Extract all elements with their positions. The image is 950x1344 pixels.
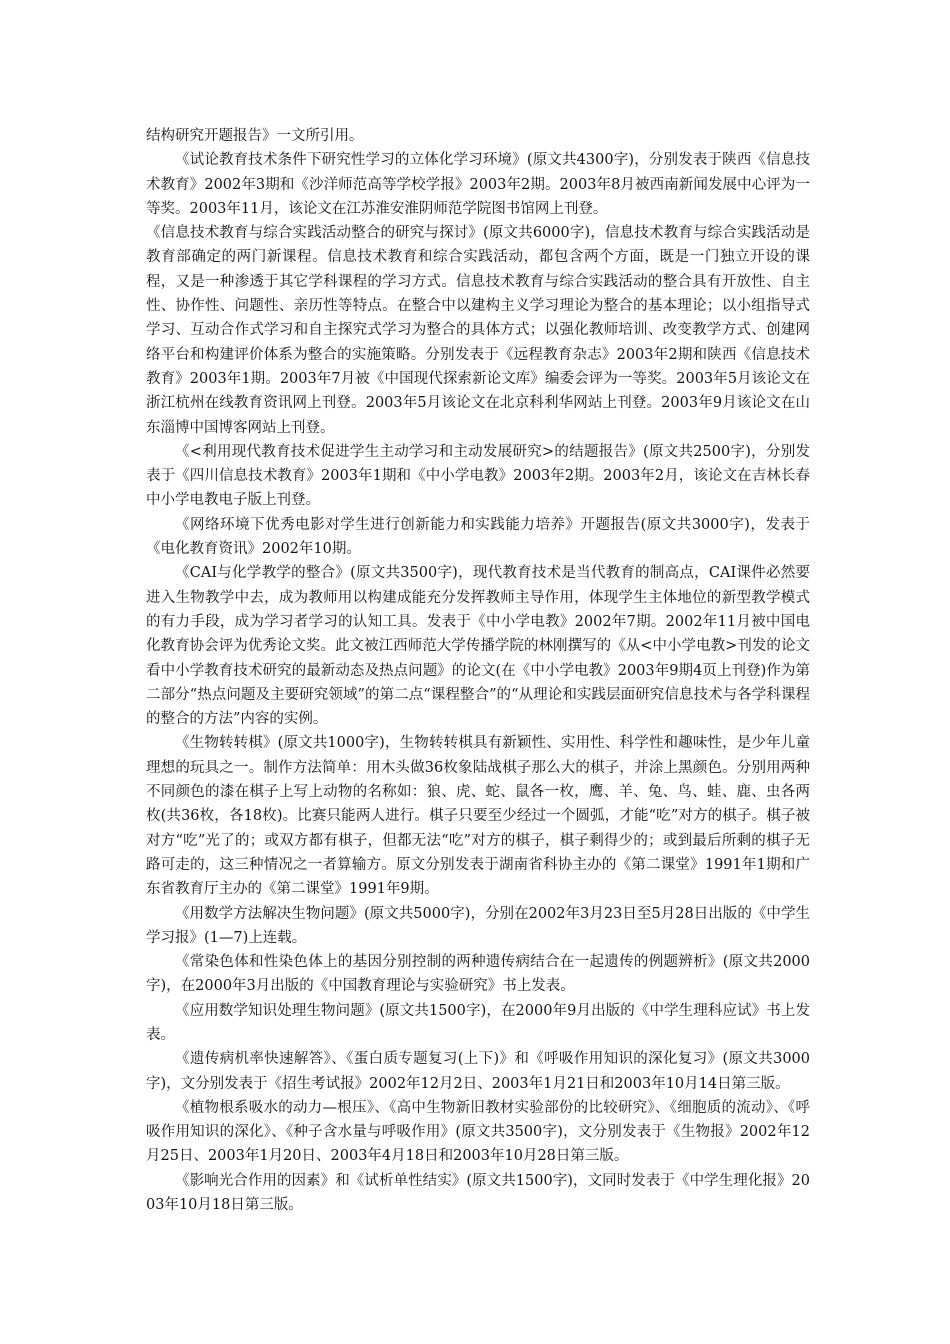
paragraph-citation-tail: 结构研究开题报告》一文所引用。 bbox=[146, 128, 364, 144]
paragraph-biology-chess: 《生物转转棋》(原文共1000字)，生物转转棋具有新颖性、实用性、科学性和趣味性，是少年儿童理想的玩具之一。制作方法简单：用木头做36枚象陆战棋子那么大的棋子，并涂上黑颜色。分别用两种不同颜色的漆在棋子上写上动物的名称如：狼、虎、蛇、鼠各一枚，鹰、羊、兔、鸟、蛙、鹿、虫各两枚(共36枚，各18枚)。比赛只能两人进行。棋子只要至少经过一个圆弧，才能“吃”对方的棋子。棋子被对方“吃”光了的；或双方都有棋子，但都无法“吃”对方的棋子，棋子剩得少的；或到最后所剩的棋子无路可走的，这三种情况之一者算输方。原文分别发表于湖南省科协主办的《第二课堂》1991年1期和广东省教育厅主办的《第二课堂》1991年9期。 bbox=[146, 735, 810, 898]
paragraph-network-film-report: 《网络环境下优秀电影对学生进行创新能力和实践能力培养》开题报告(原文共3000字)，发表于《电化教育资讯》2002年10期。 bbox=[146, 516, 810, 558]
paragraph-math-biology: 《用数学方法解决生物问题》(原文共5000字)，分别在2002年3月23日至5月28日出版的《中学生学习报》(1—7)上连载。 bbox=[146, 905, 810, 946]
paragraph-photosynthesis-factors: 《影响光合作用的因素》和《试析单性结实》(原文共1500字)，文同时发表于《中学生理化报》2003年10月18日第三版。 bbox=[146, 1172, 810, 1214]
paragraph-applied-math-biology: 《应用数学知识处理生物问题》(原文共1500字)，在2000年9月出版的《中学生理科应试》书上发表。 bbox=[146, 1002, 810, 1043]
paragraph-cai-chemistry: 《CAI与化学教学的整合》(原文共3500字)，现代教育技术是当代教育的制高点，CAI课件必然要进入生物教学中去，成为教师用以构建成能充分发挥教师主导作用，体现学生主体地位的新型教学模式的有力手段，成为学习者学习的认知工具。发表于《中小学电教》2002年7期。2002年11月被中国电化教育协会评为优秀论文奖。此文被江西师范大学传播学院的林刚撰写的《从<中小学电教>刊发的论文看中小学教育技术研究的最新动态及热点问题》的论文(在《中小学电教》2003年9期4页上刊登)作为第二部分“热点问题及主要研究领域”的第二点“课程整合”的“从理论和实践层面研究信息技术与各学科课程的整合的方法”内容的实例。 bbox=[146, 565, 810, 728]
paragraph-it-education-integration: 《信息技术教育与综合实践活动整合的研究与探讨》(原文共6000字)，信息技术教育与综合实践活动是教育部确定的两门新课程。信息技术教育和综合实践活动，都包含两个方面，既是一门独立开设的课程，又是一种渗透于其它学科课程的学习方式。信息技术教育与综合实践活动的整合具有开放性、自主性、协作性、问题性、亲历性等特点。在整合中以建构主义学习理论为整合的基本理论；以小组指导式学习、互动合作式学习和自主探究式学习为整合的具体方式；以强化教师培训、改变教学方式、创建网络平台和构建评价体系为整合的实施策略。分别发表于《远程教育杂志》2003年2期和陕西《信息技术教育》2003年1期。2003年7月被《中国现代探索新论文库》编委会评为一等奖。2003年5月该论文在浙江杭州在线教育资讯网上刊登。2003年5月该论文在北京科利华网站上刊登。2003年9月该论文在山东淄博中国博客网站上刊登。 bbox=[146, 225, 810, 436]
paragraph-genetic-disease-example: 《常染色体和性染色体上的基因分别控制的两种遗传病结合在一起遗传的例题辨析》(原文共2000字)，在2000年3月出版的《中国教育理论与实验研究》书上发表。 bbox=[146, 954, 810, 995]
paragraph-plant-root-pressure: 《植物根系吸水的动力—根压》、《高中生物新旧教材实验部份的比较研究》、《细胞质的流动》、《呼吸作用知识的深化》、《种子含水量与呼吸作用》(原文共3500字)，文分别发表于《生物报》2002年12月25日、2003年1月20日、2003年4月18日和2003年10月28日第三版。 bbox=[146, 1099, 810, 1165]
paragraph-active-learning-report: 《<利用现代教育技术促进学生主动学习和主动发展研究>的结题报告》(原文共2500字)，分别发表于《四川信息技术教育》2003年1期和《中小学电教》2003年2期。2003年2月，该论文在吉林长春中小学电教电子版上刊登。 bbox=[146, 443, 810, 509]
paragraph-research-learning-environment: 《试论教育技术条件下研究性学习的立体化学习环境》(原文共4300字)，分别发表于陕西《信息技术教育》2002年3期和《沙洋师范高等学校学报》2003年2期。2003年8月被西南新闻发展中心评为一等奖。2003年11月，该论文在江苏淮安淮阴师范学院图书馆网上刊登。 bbox=[146, 152, 810, 217]
paragraph-genetic-probability: 《遗传病机率快速解答》、《蛋白质专题复习(上下)》和《呼吸作用知识的深化复习》(原文共3000字)，文分别发表于《招生考试报》2002年12月2日、2003年1月21日和2003年10月14日第三版。 bbox=[146, 1051, 810, 1092]
document-body bbox=[146, 124, 810, 1217]
